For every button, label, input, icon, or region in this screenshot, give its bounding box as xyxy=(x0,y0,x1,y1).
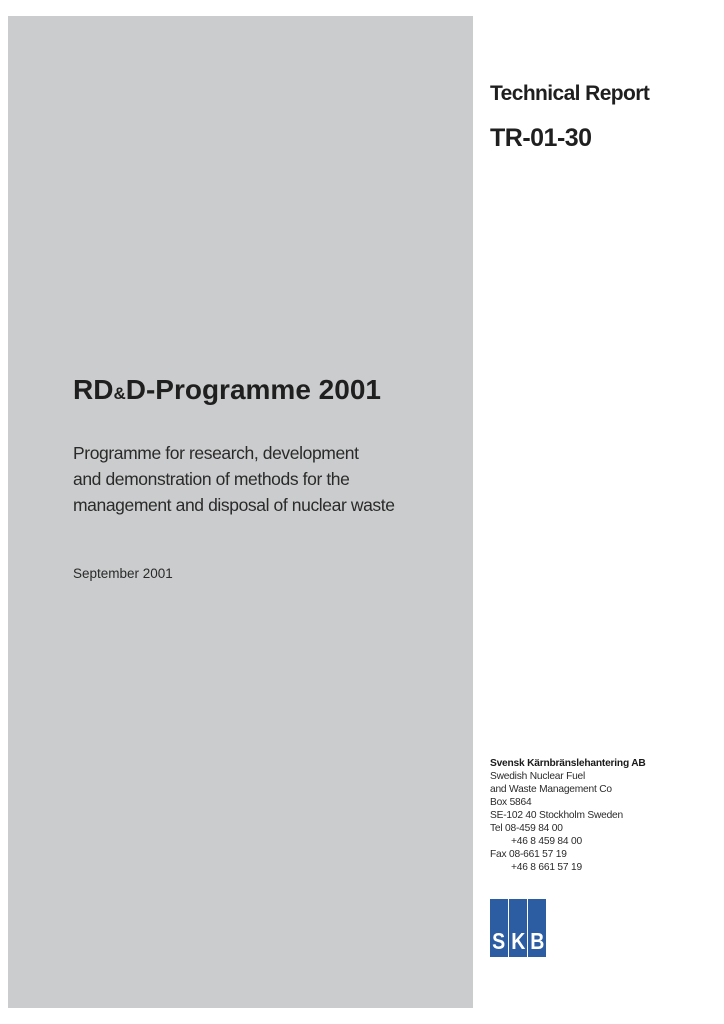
phone-line: Tel 08-459 84 00 xyxy=(490,823,563,834)
publisher-address xyxy=(490,757,646,874)
title-part-2: D-Programme 2001 xyxy=(125,374,381,405)
document-title xyxy=(73,374,381,406)
subtitle-line: and demonstration of methods for the xyxy=(73,469,350,489)
address-line: and Waste Management Co xyxy=(490,784,612,795)
logo-cell xyxy=(490,899,508,957)
fax-international: +46 8 661 57 19 xyxy=(511,862,582,873)
address-line: Box 5864 xyxy=(490,797,532,808)
title-part-1: RD xyxy=(73,374,114,405)
fax-line: Fax 08-661 57 19 xyxy=(490,849,567,860)
logo-letter: B xyxy=(529,928,545,954)
skb-logo xyxy=(490,899,546,957)
report-type: Technical Report xyxy=(490,82,650,105)
report-number: TR-01-30 xyxy=(490,124,592,152)
subtitle-line: Programme for research, development xyxy=(73,443,359,463)
document-subtitle xyxy=(73,440,473,518)
address-line: SE-102 40 Stockholm Sweden xyxy=(490,810,623,821)
phone-international: +46 8 459 84 00 xyxy=(511,836,582,847)
publication-date: September 2001 xyxy=(73,566,173,581)
logo-cell xyxy=(528,899,546,957)
logo-cell xyxy=(509,899,527,957)
publisher-company: Svensk Kärnbränslehantering AB xyxy=(490,758,646,769)
title-ampersand: & xyxy=(113,384,126,403)
logo-letter: K xyxy=(510,928,526,954)
address-line: Swedish Nuclear Fuel xyxy=(490,771,586,782)
subtitle-line: management and disposal of nuclear waste xyxy=(73,495,395,515)
logo-letter: S xyxy=(492,928,506,954)
